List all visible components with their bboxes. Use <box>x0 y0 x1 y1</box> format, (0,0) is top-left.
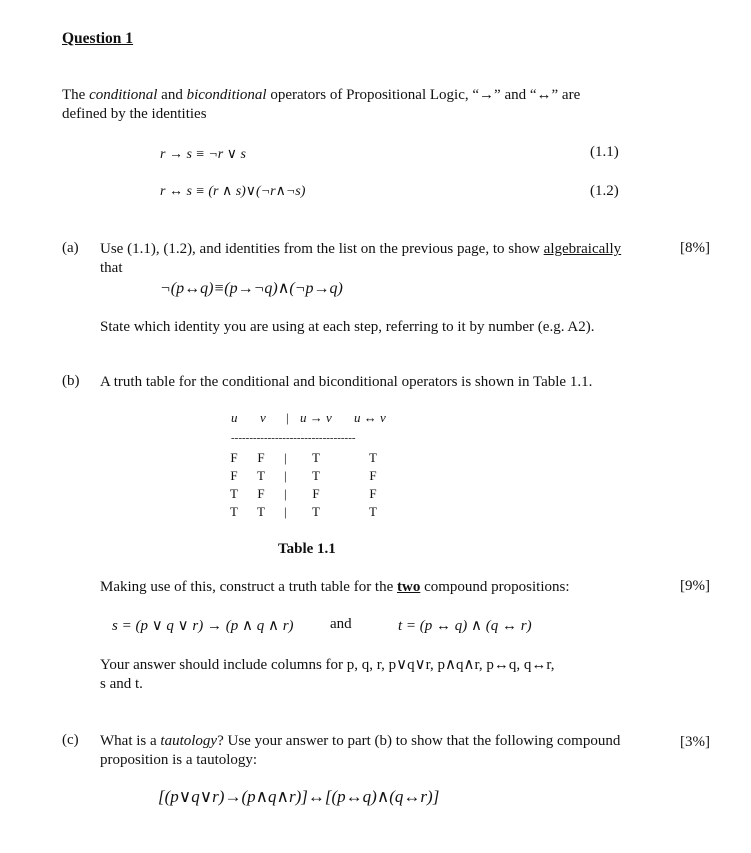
part-c-text-3: proposition is a tautology: <box>100 752 258 768</box>
columns-line-1: Your answer should include columns for p, q, r, p∨q∨r, p∧q∧r, p↔q, q↔r, <box>100 657 555 673</box>
part-a-text <box>100 240 621 278</box>
tt-header-u: u <box>231 410 238 425</box>
part-a-formula: ¬(p↔q)≡(p→¬q)∧(¬p→q) <box>160 280 343 297</box>
tt-header-cond: u → v <box>300 410 332 425</box>
tt-separator: ---------------------------------- <box>231 432 356 444</box>
identity-1-formula: r → s ≡ ¬r ∨ s <box>160 147 246 162</box>
two-term: two <box>397 579 421 595</box>
part-a-marks: [8%] <box>680 240 710 256</box>
tt-header-bar: | <box>286 410 289 425</box>
part-b-marks: [9%] <box>680 578 710 594</box>
identity-2-number: (1.2) <box>590 183 619 199</box>
part-a-instruction: State which identity you are using at each step, referring to it by number (e.g. A2). <box>100 319 595 335</box>
part-b-columns <box>100 656 555 694</box>
intro-text-1: The <box>62 87 90 103</box>
tautology-term: tautology <box>160 733 218 749</box>
part-c-label: (c) <box>62 732 79 748</box>
part-a-text-2: that <box>100 260 123 276</box>
part-b-label: (b) <box>62 373 80 389</box>
construct-text-1: Making use of this, construct a truth table for the <box>100 579 398 595</box>
question-title: Question 1 <box>62 30 134 47</box>
prop-s-formula: s = (p ∨ q ∨ r) → (p ∧ q ∧ r) <box>112 618 294 634</box>
intro-line-2: defined by the identities <box>62 106 207 122</box>
part-c-formula: [(p∨q∨r)→(p∧q∧r)]↔[(p↔q)∧(q↔r)] <box>158 787 440 806</box>
identity-2-formula: r ↔ s ≡ (r ∧ s)∨(¬r∧¬s) <box>160 184 306 199</box>
tt-col-v: F T F T <box>257 450 265 519</box>
part-b-construct <box>100 578 570 597</box>
part-c-text-2: ? Use your answer to part (b) to show that the following compound <box>217 733 621 749</box>
intro-text-3: operators of Propositional Logic, “→” and “↔” are <box>266 87 581 103</box>
part-a-text-1: Use (1.1), (1.2), and identities from the list on the previous page, to show <box>100 241 544 257</box>
algebraically-term: algebraically <box>543 241 622 257</box>
table-caption: Table 1.1 <box>278 541 336 557</box>
part-c-text-1: What is a <box>100 733 161 749</box>
part-b-intro: A truth table for the conditional and biconditional operators is shown in Table 1.1. <box>100 374 593 390</box>
tt-col-bar: | | | | <box>284 450 287 519</box>
tt-header-v: v <box>260 410 266 425</box>
columns-line-2: s and t. <box>100 676 143 692</box>
part-a-label: (a) <box>62 240 79 256</box>
tt-header-bicond: u ↔ v <box>354 410 386 425</box>
intro-paragraph <box>62 86 580 124</box>
intro-text-2: and <box>157 87 187 103</box>
and-word: and <box>330 616 352 632</box>
tt-col-bicond: T F F T <box>369 450 377 519</box>
biconditional-term: biconditional <box>186 87 267 103</box>
part-c-text <box>100 732 620 770</box>
part-c-marks: [3%] <box>680 734 710 750</box>
identity-1-number: (1.1) <box>590 144 619 160</box>
tt-col-cond: T T F T <box>312 450 320 519</box>
construct-text-2: compound propositions: <box>420 579 570 595</box>
prop-t-formula: t = (p ↔ q) ∧ (q ↔ r) <box>398 618 532 634</box>
conditional-term: conditional <box>89 87 158 103</box>
tt-col-u: F F T T <box>230 450 238 519</box>
